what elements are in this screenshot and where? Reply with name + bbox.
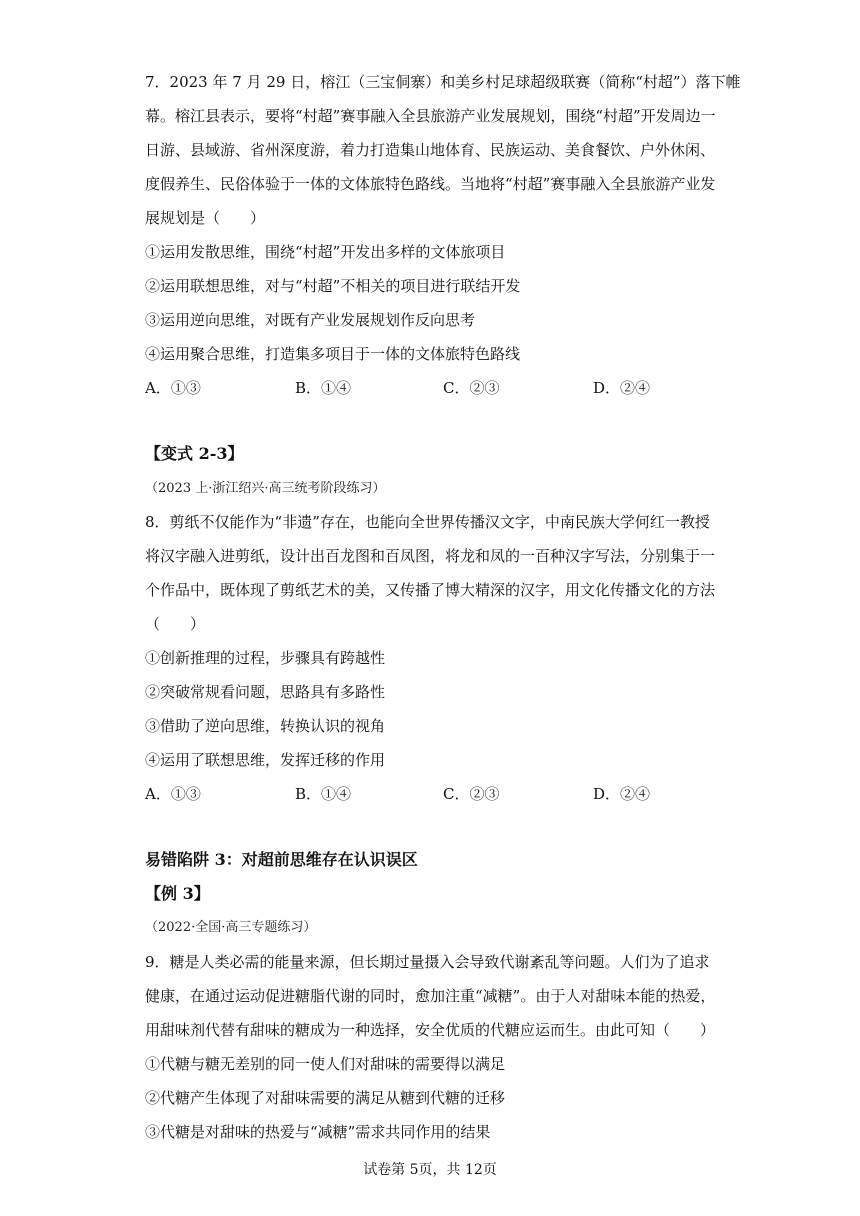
q9-item: ②代糖产生体现了对甜味需要的满足从糖到代糖的迁移 <box>145 1089 506 1107</box>
q8-option-a: A．①③ <box>145 785 201 803</box>
trap-heading: 易错陷阱 3：对超前思维存在认识误区 <box>145 850 418 869</box>
q7-option-b: B．①④ <box>295 379 352 397</box>
example-heading: 【例 3】 <box>145 884 210 903</box>
q7-stem-line: 日游、县域游、省州深度游，着力打造集山地体育、民族运动、美食餐饮、户外休闲、 <box>145 141 716 159</box>
q9-stem-line: 9．糖是人类必需的能量来源，但长期过量摄入会导致代谢紊乱等问题。人们为了追求 <box>145 953 710 971</box>
q8-stem-line: （ ） <box>145 615 206 633</box>
q7-item: ④运用聚合思维，打造集多项目于一体的文体旅特色路线 <box>145 345 521 363</box>
q9-item: ③代糖是对甜味的热爱与“减糖”需求共同作用的结果 <box>145 1123 491 1141</box>
q7-stem-line: 7．2023 年 7 月 29 日，榕江（三宝侗寨）和美乡村足球超级联赛（简称“村超”）落下帷 <box>145 73 741 91</box>
q9-stem-line: 健康，在通过运动促进糖脂代谢的同时，愈加注重“减糖”。由于人对甜味本能的热爱， <box>145 987 716 1005</box>
q9-stem-line: 用甜味剂代替有甜味的糖成为一种选择，安全优质的代糖应运而生。由此可知（ ） <box>145 1021 716 1039</box>
q8-item: ①创新推理的过程，步骤具有跨越性 <box>145 649 386 667</box>
q8-option-c: C．②③ <box>443 785 500 803</box>
q7-stem-line: 幕。榕江县表示，要将“村超”赛事融入全县旅游产业发展规划，围绕“村超”开发周边一 <box>145 107 716 125</box>
page-footer: 试卷第 5页，共 12页 <box>363 1162 497 1178</box>
q8-item: ②突破常规看问题，思路具有多路性 <box>145 683 386 701</box>
q7-stem-line: 度假养生、民俗体验于一体的文体旅特色路线。当地将“村超”赛事融入全县旅游产业发 <box>145 175 716 193</box>
q8-option-b: B．①④ <box>295 785 352 803</box>
q8-stem-line: 个作品中，既体现了剪纸艺术的美，又传播了博大精深的汉字，用文化传播文化的方法 <box>145 581 716 599</box>
q7-option-a: A．①③ <box>145 379 201 397</box>
example-source: （2022·全国·高三专题练习） <box>145 920 317 935</box>
q8-option-d: D．②④ <box>593 785 651 803</box>
variant-heading: 【变式 2-3】 <box>145 444 244 463</box>
q8-item: ④运用了联想思维，发挥迁移的作用 <box>145 751 386 769</box>
q9-item: ①代糖与糖无差别的同一使人们对甜味的需要得以满足 <box>145 1055 506 1073</box>
q8-item: ③借助了逆向思维，转换认识的视角 <box>145 717 386 735</box>
q7-item: ③运用逆向思维，对既有产业发展规划作反向思考 <box>145 311 476 329</box>
variant-source: （2023 上·浙江绍兴·高三统考阶段练习） <box>145 481 386 496</box>
q8-stem-line: 将汉字融入进剪纸，设计出百龙图和百凤图，将龙和凤的一百种汉字写法，分别集于一 <box>145 547 716 565</box>
q7-option-d: D．②④ <box>593 379 651 397</box>
q7-option-c: C．②③ <box>443 379 500 397</box>
q7-item: ②运用联想思维，对与“村超”不相关的项目进行联结开发 <box>145 277 521 295</box>
q7-item: ①运用发散思维，围绕“村超”开发出多样的文体旅项目 <box>145 243 506 261</box>
q7-stem-line: 展规划是（ ） <box>145 209 266 227</box>
q8-stem-line: 8．剪纸不仅能作为“非遗”存在，也能向全世界传播汉文字，中南民族大学何红一教授 <box>145 513 710 531</box>
